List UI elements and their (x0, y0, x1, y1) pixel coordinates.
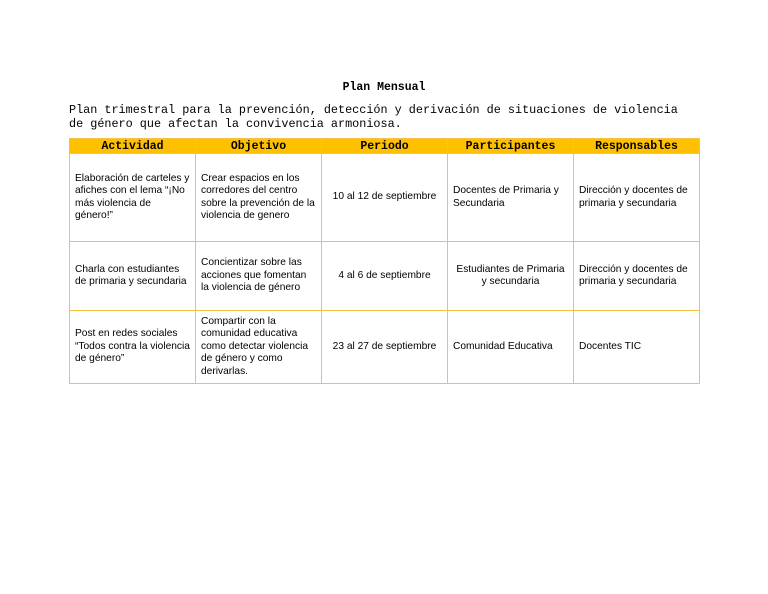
page-title: Plan Mensual (342, 81, 426, 94)
table-row (70, 154, 700, 242)
cell-periodo: 4 al 6 de septiembre (322, 242, 448, 311)
cell-participantes: Docentes de Primaria y Secundaria (448, 154, 574, 242)
cell-actividad: Post en redes sociales “Todos contra la violencia de género” (70, 311, 196, 384)
cell-responsables: Dirección y docentes de primaria y secundaria (574, 242, 700, 311)
header-objetivo: Objetivo (196, 139, 322, 154)
cell-responsables: Dirección y docentes de primaria y secundaria (574, 154, 700, 242)
table-row (70, 242, 700, 311)
cell-responsables: Docentes TIC (574, 311, 700, 384)
header-actividad: Actividad (70, 139, 196, 154)
cell-actividad: Charla con estudiantes de primaria y secundaria (70, 242, 196, 311)
cell-actividad: Elaboración de carteles y afiches con el lema “¡No más violencia de género!” (70, 154, 196, 242)
cell-objetivo: Compartir con la comunidad educativa como detectar violencia de género y como derivarlas. (196, 311, 322, 384)
cell-participantes: Comunidad Educativa (448, 311, 574, 384)
table-row (70, 311, 700, 384)
cell-participantes: Estudiantes de Primaria y secundaria (448, 242, 574, 311)
cell-objetivo: Crear espacios en los corredores del centro sobre la prevención de la violencia de genero (196, 154, 322, 242)
header-participantes: Participantes (448, 139, 574, 154)
cell-periodo: 10 al 12 de septiembre (322, 154, 448, 242)
plan-table (69, 138, 700, 384)
cell-objetivo: Concientizar sobre las acciones que fomentan la violencia de género (196, 242, 322, 311)
intro-paragraph: Plan trimestral para la prevención, detección y derivación de situaciones de violencia de género que afectan la convivencia armoniosa. (69, 103, 678, 131)
cell-periodo: 23 al 27 de septiembre (322, 311, 448, 384)
table-header-row (70, 139, 700, 154)
header-responsables: Responsables (574, 139, 700, 154)
header-periodo: Periodo (322, 139, 448, 154)
